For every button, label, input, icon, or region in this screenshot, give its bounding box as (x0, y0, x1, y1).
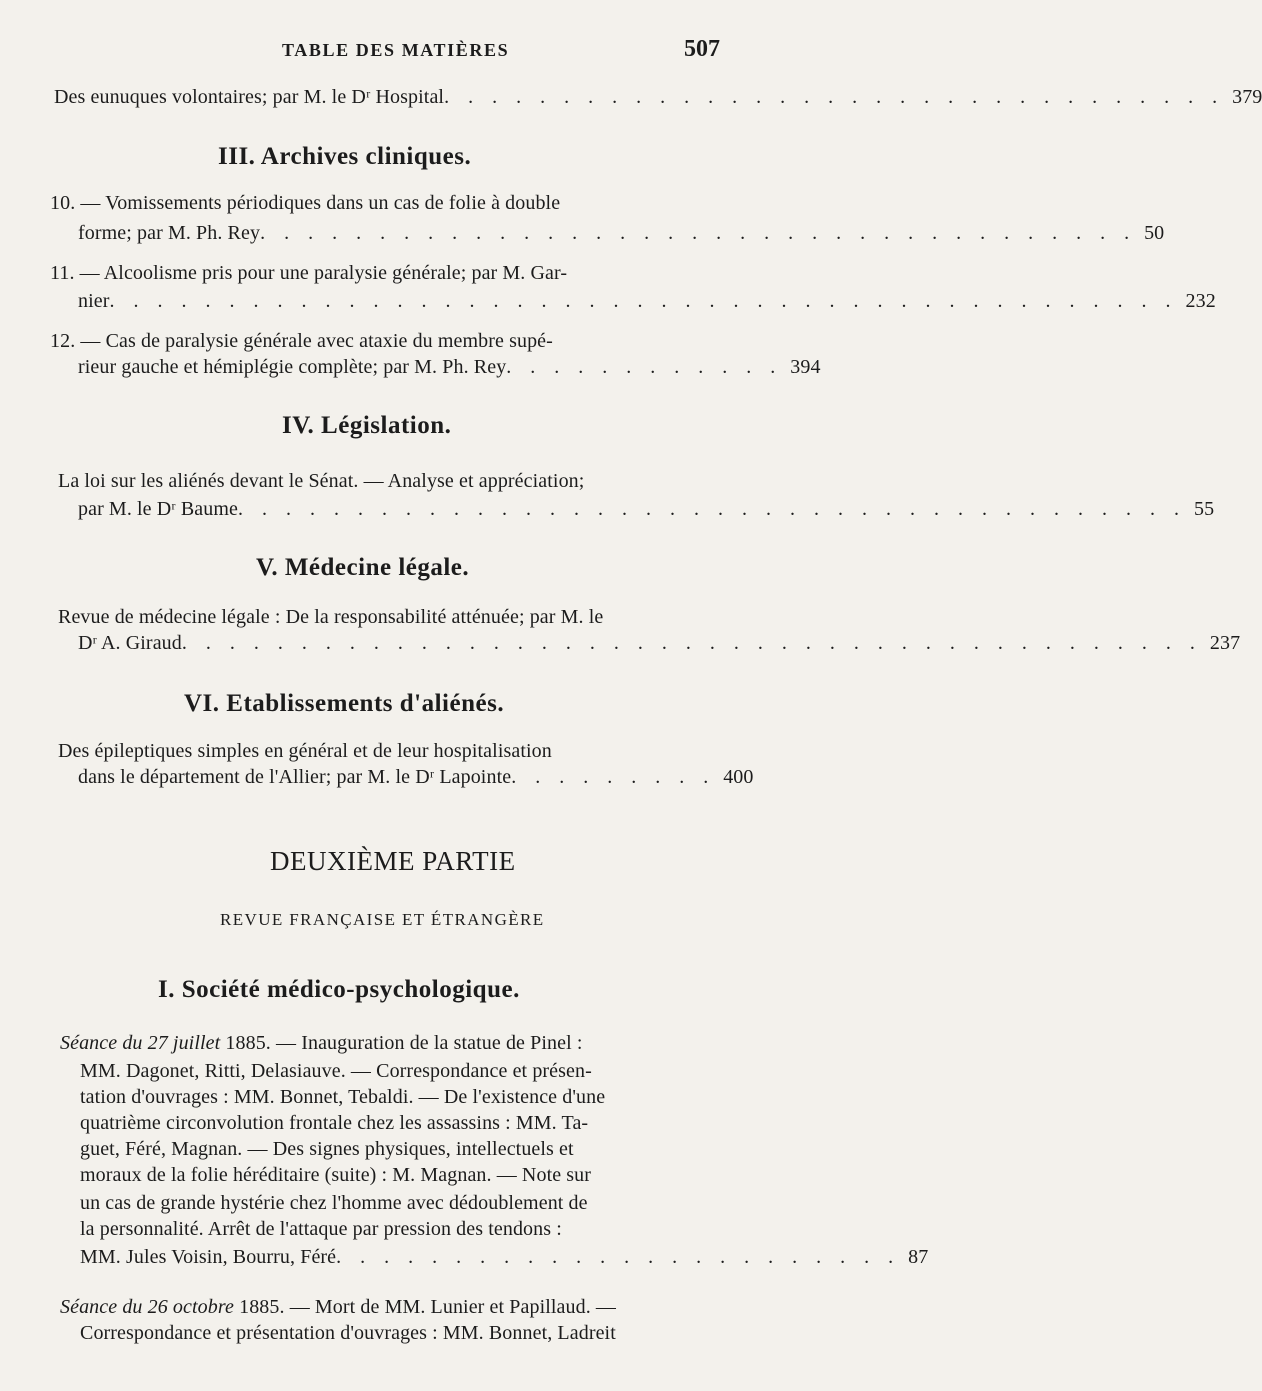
seance-1-first-line (60, 1030, 583, 1056)
entry-page: 87 (908, 1246, 929, 1268)
toc-entry (78, 288, 1216, 314)
dot-leader: . . . . . . . . . . . . . . . . . . . . . . . . . . . . . . . . . . . . . . . . . . . (181, 632, 1202, 654)
entry-page: 394 (790, 356, 821, 378)
toc-entry (54, 84, 1262, 110)
entry-page: 400 (723, 766, 754, 788)
dot-leader: . . . . . . . . . . . . . . . . . . . . . . . . . . . . . . . . . . . . . . . . (238, 498, 1186, 520)
seance-1-line: un cas de grande hystérie chez l'homme avec dédoublement de (80, 1192, 588, 1214)
running-header-title: TABLE DES MATIÈRES (282, 40, 510, 60)
section-heading-societe: I. Société médico-psychologique. (158, 976, 520, 1003)
legislation-line1: La loi sur les aliénés devant le Sénat. — Analyse et appréciation; (58, 470, 585, 492)
toc-entry (78, 764, 754, 790)
entry-text: dans le département de l'Allier; par M. le Dʳ Lapointe (78, 766, 512, 788)
section-heading-iii: III. Archives cliniques. (218, 143, 472, 170)
seance-date: Séance du 26 octobre (60, 1296, 234, 1318)
entry-page: 55 (1194, 498, 1215, 520)
seance-1-line: quatrième circonvolution frontale chez les assassins : MM. Ta- (80, 1112, 589, 1134)
section-heading-iv: IV. Législation. (282, 412, 452, 439)
entry-page: 379 (1232, 86, 1262, 108)
medecine-line1: Revue de médecine légale : De la responsabilité atténuée; par M. le (58, 606, 604, 628)
seance-1-line: moraux de la folie héréditaire (suite) : M. Magnan. — Note sur (80, 1164, 592, 1186)
part-title: DEUXIÈME PARTIE (270, 846, 516, 876)
seance-2-line: Correspondance et présentation d'ouvrages : MM. Bonnet, Ladreit (80, 1322, 616, 1344)
dot-leader: . . . . . . . . . . . . . . . . . . . . . . . . . . . . . . . . . . . . . (260, 222, 1137, 244)
toc-entry (80, 1244, 929, 1270)
toc-entry (78, 630, 1241, 656)
etablissements-line1: Des épileptiques simples en général et de leur hospitalisation (58, 740, 552, 762)
seance-1-line: tation d'ouvrages : MM. Bonnet, Tebaldi. — De l'existence d'une (80, 1086, 606, 1108)
entry-page: 232 (1185, 290, 1216, 312)
entry-text: Dʳ A. Giraud (78, 632, 182, 654)
toc-entry (78, 496, 1215, 522)
entry-text: forme; par M. Ph. Rey (78, 222, 261, 244)
toc-entry (78, 354, 821, 380)
seance-1-line: la personnalité. Arrêt de l'attaque par pression des tendons : (80, 1218, 562, 1240)
dot-leader: . . . . . . . . . . . . . . . . . . . . . . . . . . . . . . . . . . . . . . . . . . . . . (109, 290, 1178, 312)
entry-text: par M. le Dʳ Baume (78, 498, 238, 520)
entry-11-line1: 11. — Alcoolisme pris pour une paralysie générale; par M. Gar- (50, 262, 568, 284)
dot-leader: . . . . . . . . . (511, 766, 716, 788)
seance-1-line: MM. Dagonet, Ritti, Delasiauve. — Correspondance et présen- (80, 1060, 592, 1082)
entry-page: 237 (1209, 632, 1241, 654)
seance-1-line: guet, Féré, Magnan. — Des signes physiques, intellectuels et (80, 1138, 574, 1160)
dot-leader: . . . . . . . . . . . . . . . . . . . . . . . . (336, 1246, 901, 1268)
entry-text: nier (78, 290, 110, 312)
section-heading-v: V. Médecine légale. (256, 554, 470, 581)
entry-text: MM. Jules Voisin, Bourru, Féré (80, 1246, 337, 1268)
seance-text: 1885. — Mort de MM. Lunier et Papillaud. — (239, 1296, 617, 1318)
seance-text: 1885. — Inauguration de la statue de Pinel : (225, 1032, 583, 1054)
part-subtitle: REVUE FRANÇAISE ET ÉTRANGÈRE (220, 910, 545, 929)
entry-10-line1: 10. — Vomissements périodiques dans un cas de folie à double (50, 192, 561, 214)
section-heading-vi: VI. Etablissements d'aliénés. (184, 690, 505, 717)
toc-entry (78, 220, 1165, 246)
dot-leader: . . . . . . . . . . . . (506, 356, 783, 378)
entry-text: Des eunuques volontaires; par M. le Dʳ Hospital (54, 86, 445, 108)
entry-12-line1: 12. — Cas de paralysie générale avec ataxie du membre supé- (50, 330, 553, 352)
dot-leader: . . . . . . . . . . . . . . . . . . . . . . . . . . . . . . . . . (444, 86, 1225, 108)
seance-date: Séance du 27 juillet (60, 1032, 221, 1054)
page-number: 507 (684, 36, 720, 62)
entry-text: rieur gauche et hémiplégie complète; par M. Ph. Rey (78, 356, 507, 378)
seance-2-first-line (60, 1294, 616, 1320)
entry-page: 50 (1144, 222, 1165, 244)
